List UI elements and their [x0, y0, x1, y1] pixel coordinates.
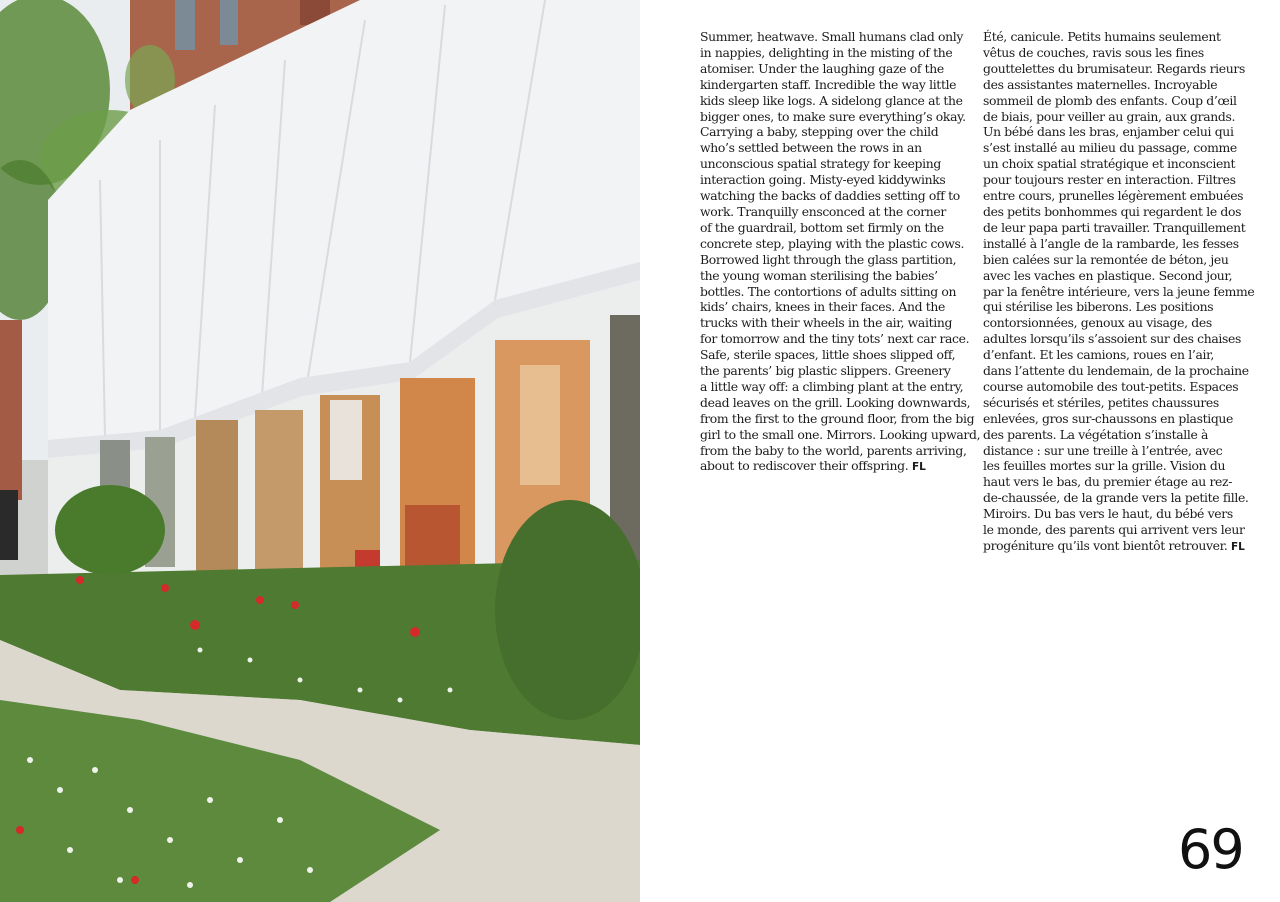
- text-line: haut vers le bas, du premier étage au rez-: [983, 474, 1233, 490]
- text-line: entre cours, prunelles légèrement embuées: [983, 188, 1244, 204]
- text-line: course automobile des tout-petits. Espaces: [983, 378, 1239, 394]
- text-line: installé à l’angle de la rambarde, les fesses: [983, 235, 1239, 251]
- text-line: from the first to the ground floor, from the big: [700, 410, 975, 426]
- text-line: concrete step, playing with the plastic cows.: [700, 235, 965, 251]
- text-line: kindergarten staff. Incredible the way little: [700, 76, 957, 92]
- text-line: qui stérilise les biberons. Les positions: [983, 299, 1214, 315]
- page-number: 69: [1178, 818, 1243, 881]
- text-line: sécurisés et stériles, petites chaussures: [983, 394, 1219, 410]
- author-signature: FL: [1231, 541, 1245, 553]
- text-line: un choix spatial stratégique et inconscient: [983, 156, 1236, 172]
- text-line: de biais, pour veiller au grain, aux grands.: [983, 108, 1236, 124]
- text-line-content: about to rediscover their offspring.: [700, 458, 909, 474]
- text-line: of the guardrail, bottom set firmly on the: [700, 219, 944, 235]
- text-line: bien calées sur la remontée de béton, jeu: [983, 251, 1229, 267]
- text-line: dead leaves on the grill. Looking downwards,: [700, 394, 971, 410]
- text-line: from the baby to the world, parents arriving,: [700, 442, 967, 458]
- text-line: des assistantes maternelles. Incroyable: [983, 76, 1218, 92]
- text-line: de leur papa parti travailler. Tranquillement: [983, 219, 1246, 235]
- text-line: atomiser. Under the laughing gaze of the: [700, 60, 944, 76]
- text-line: dans l’attente du lendemain, de la prochaine: [983, 363, 1249, 379]
- shrub: [55, 485, 165, 575]
- text-line: gouttelettes du brumisateur. Regards rieurs: [983, 60, 1245, 76]
- author-signature: FL: [911, 461, 926, 474]
- text-line: bottles. The contortions of adults sitting on: [700, 283, 957, 299]
- text-line: pour toujours rester en interaction. Filtres: [983, 172, 1236, 188]
- text-line: trucks with their wheels in the air, waiting: [700, 315, 953, 331]
- text-line: sommeil de plomb des enfants. Coup d’œil: [983, 92, 1237, 108]
- text-line: interaction going. Misty-eyed kiddywinks: [700, 172, 946, 188]
- text-line: unconscious spatial strategy for keeping: [700, 156, 941, 172]
- text-page: [640, 0, 1280, 902]
- text-line-content: progéniture qu’ils vont bientôt retrouver.: [983, 538, 1228, 553]
- french-text-column: [983, 29, 1255, 556]
- text-line: work. Tranquilly ensconced at the corner: [700, 203, 946, 219]
- text-line: contorsionnées, genoux au visage, des: [983, 315, 1212, 331]
- text-line: Miroirs. Du bas vers le haut, du bébé vers: [983, 506, 1233, 522]
- text-line: vêtus de couches, ravis sous les fines: [983, 44, 1204, 60]
- text-line: kids’ chairs, knees in their faces. And the: [700, 299, 946, 315]
- text-line: des parents. La végétation s’installe à: [983, 426, 1209, 442]
- text-line: Carrying a baby, stepping over the child: [700, 124, 939, 140]
- text-line: adultes lorsqu’ils s’assoient sur des chaises: [983, 331, 1242, 347]
- text-line: par la fenêtre intérieure, vers la jeune femme: [983, 283, 1255, 299]
- text-line: d’enfant. Et les camions, roues en l’air,: [983, 347, 1214, 363]
- text-line: distance : sur une treille à l’entrée, avec: [983, 442, 1223, 458]
- text-line: Été, canicule. Petits humains seulement: [983, 29, 1221, 44]
- text-line: le monde, des parents qui arrivent vers leur: [983, 522, 1245, 538]
- english-text-column: [700, 29, 981, 476]
- text-line: [983, 538, 1251, 556]
- text-line: de-chaussée, de la grande vers la petite fille.: [983, 490, 1249, 506]
- text-line: who’s settled between the rows in an: [700, 140, 922, 156]
- text-line: Un bébé dans les bras, enjamber celui qui: [983, 124, 1234, 140]
- text-line: Borrowed light through the glass partition,: [700, 251, 957, 267]
- text-line: Safe, sterile spaces, little shoes slipped off,: [700, 347, 956, 363]
- text-line: watching the backs of daddies setting off to: [700, 188, 960, 204]
- text-line: for tomorrow and the tiny tots’ next car race.: [700, 331, 970, 347]
- text-line: bigger ones, to make sure everything’s okay.: [700, 108, 966, 124]
- text-line: the young woman sterilising the babies’: [700, 267, 938, 283]
- text-line: Summer, heatwave. Small humans clad only: [700, 29, 964, 44]
- text-line: s’est installé au milieu du passage, comme: [983, 140, 1237, 156]
- text-line: in nappies, delighting in the misting of the: [700, 44, 953, 60]
- text-line: girl to the small one. Mirrors. Looking upward,: [700, 426, 981, 442]
- text-line: [700, 458, 972, 476]
- text-line: the parents’ big plastic slippers. Greenery: [700, 363, 951, 379]
- text-line: avec les vaches en plastique. Second jour,: [983, 267, 1233, 283]
- text-line: enlevées, gros sur-chaussons en plastique: [983, 410, 1234, 426]
- text-line: a little way off: a climbing plant at the entry,: [700, 378, 964, 394]
- shrub: [495, 500, 640, 720]
- text-line: kids sleep like logs. A sidelong glance at the: [700, 92, 963, 108]
- text-line: des petits bonhommes qui regardent le dos: [983, 203, 1242, 219]
- text-line: les feuilles mortes sur la grille. Vision du: [983, 458, 1226, 474]
